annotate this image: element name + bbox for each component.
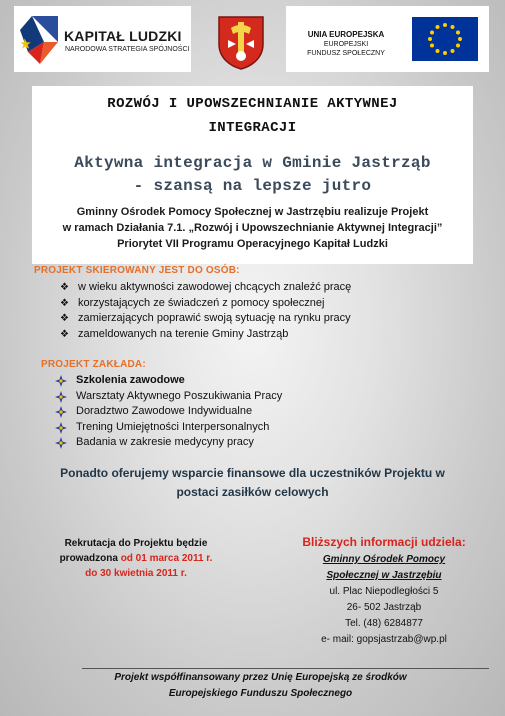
target-list xyxy=(60,280,351,342)
intro-line: w ramach Działania 7.1. „Rozwój i Upowszechnianie Aktywnej Integracji” xyxy=(62,222,443,234)
footer-line: Europejskiego Funduszu Społecznego xyxy=(168,688,353,699)
eu-line1: UNIA EUROPEJSKA xyxy=(307,30,385,39)
contact-heading: Bliższych informacji udziela: xyxy=(302,535,466,549)
star-bullet-icon xyxy=(55,391,67,403)
project-title xyxy=(32,92,473,140)
list-item: ❖ zamierzających poprawić swoją sytuację na rynku pracy xyxy=(60,311,351,327)
project-subtitle-line: - szansą na lepsze jutro xyxy=(133,177,372,195)
eu-line2: EUROPEJSKI xyxy=(323,41,369,48)
star-bullet-icon xyxy=(55,406,67,418)
diamond-bullet-icon: ❖ xyxy=(60,297,69,309)
support-line: Ponadto oferujemy wsparcie finansowe dla uczestników Projektu w xyxy=(60,466,445,480)
diamond-bullet-icon: ❖ xyxy=(60,328,69,340)
recruitment-info xyxy=(22,536,250,581)
kapital-ludzki-logo xyxy=(14,6,191,72)
footer-line: Projekt współfinansowany przez Unię Europejską ze środków xyxy=(114,672,407,683)
assumptions-list xyxy=(54,373,282,451)
intro-line: Priorytet VII Programu Operacyjnego Kapitał Ludzki xyxy=(117,238,388,250)
project-title-line: ROZWÓJ I UPOWSZECHNIANIE AKTYWNEJ xyxy=(107,96,398,112)
recruitment-line: prowadzona od 01 marca 2011 r. xyxy=(59,553,213,564)
recruitment-line: Rekrutacja do Projektu będzie xyxy=(64,538,208,549)
project-title-line: INTEGRACJI xyxy=(208,120,297,136)
recruitment-end-date: do 30 kwietnia 2011 r. xyxy=(85,568,187,579)
intro-line: Gminny Ośrodek Pomocy Społecznej w Jastrzębiu realizuje Projekt xyxy=(76,206,429,218)
star-bullet-icon xyxy=(55,422,67,434)
recruitment-start-date: od 01 marca 2011 r. xyxy=(120,553,213,564)
contact-email[interactable]: e- mail: gopsjastrzab@wp.pl xyxy=(321,634,447,645)
cofinancing-footer xyxy=(68,670,453,702)
list-item: Szkolenia zawodowe xyxy=(54,373,282,389)
kapital-ludzki-emblem-icon xyxy=(18,14,62,66)
contact-phone: Tel. (48) 6284877 xyxy=(345,618,423,629)
footer-divider xyxy=(82,668,489,669)
list-item: Warsztaty Aktywnego Poszukiwania Pracy xyxy=(54,389,282,405)
target-heading: PROJEKT SKIEROWANY JEST DO OSÓB: xyxy=(34,265,240,276)
diamond-bullet-icon: ❖ xyxy=(60,313,69,324)
support-line: postaci zasiłków celowych xyxy=(176,485,329,499)
star-bullet-icon xyxy=(55,437,67,449)
contact-street: ul. Plac Niepodległości 5 xyxy=(329,586,439,597)
assumptions-heading: PROJEKT ZAKŁADA: xyxy=(41,359,146,370)
contact-org-line: Gminny Ośrodek Pomocy xyxy=(322,554,446,565)
coat-of-arms-icon xyxy=(216,14,266,70)
contact-info xyxy=(282,534,486,648)
project-subtitle-line: Aktywna integracja w Gminie Jastrząb xyxy=(74,154,431,172)
title-panel xyxy=(32,86,473,264)
list-item: ❖ zameldowanych na terenie Gminy Jastrząb xyxy=(60,327,351,343)
contact-city: 26- 502 Jastrząb xyxy=(346,602,422,613)
list-item: Trening Umiejętności Interpersonalnych xyxy=(54,420,282,436)
project-intro xyxy=(32,204,473,252)
eu-line3: FUNDUSZ SPOŁECZNY xyxy=(307,50,385,57)
kapital-ludzki-name: KAPITAŁ LUDZKI xyxy=(64,28,182,44)
kapital-ludzki-tagline: NARODOWA STRATEGIA SPÓJNOŚCI xyxy=(65,46,190,53)
list-item: Doradztwo Zawodowe Indywidualne xyxy=(54,404,282,420)
project-subtitle xyxy=(32,152,473,198)
eu-flag-icon xyxy=(412,17,478,61)
list-item: Badania w zakresie medycyny pracy xyxy=(54,435,282,451)
eu-logo xyxy=(286,6,489,72)
list-item: ❖ w wieku aktywności zawodowej chcących znaleźć pracę xyxy=(60,280,351,296)
list-item: ❖ korzystających ze świadczeń z pomocy społecznej xyxy=(60,296,351,312)
gmina-crest xyxy=(216,14,266,70)
financial-support-note xyxy=(40,464,465,502)
star-bullet-icon xyxy=(55,375,67,387)
contact-org-line: Społecznej w Jastrzębiu xyxy=(326,570,442,581)
diamond-bullet-icon: ❖ xyxy=(60,282,69,293)
